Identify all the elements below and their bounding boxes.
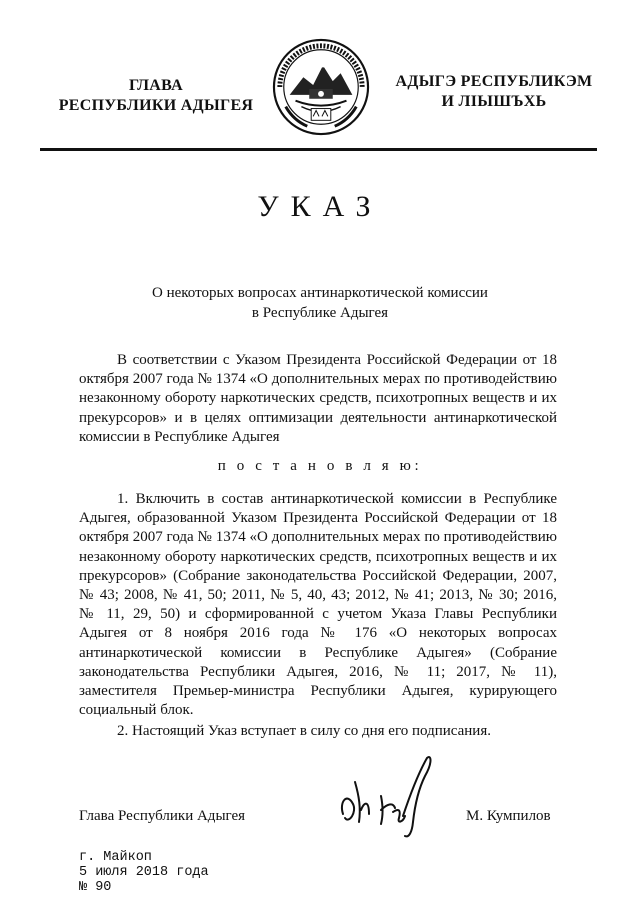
text-line: Адыгея от 8 ноября 2016 года № 176 «О некоторых вопросах [79,625,557,642]
item-2-paragraph [79,722,557,741]
text-line: № 43; 2008, № 41, 50; 2011, № 5, 40, 43; 2012, № 41; 2013, № 30; 2016, [79,587,557,604]
header-right [380,72,608,112]
document-number: № 90 [79,880,112,895]
item-1-paragraph [79,490,557,720]
document-subject [60,283,580,323]
header-left-line2: РЕСПУБЛИКИ АДЫГЕЯ [58,97,254,114]
preamble-paragraph [79,351,557,447]
header-left-line1: ГЛАВА [129,77,183,94]
place: г. Майкоп [79,850,152,865]
text-line: законодательства Республики Адыгея, 2016, № 11; 2017, № 11), [79,663,557,680]
header-left [40,76,272,116]
text-line: октября 2007 года № 1374 «О дополнительных мерах по противодействию [79,371,557,388]
header-divider [40,148,597,151]
header-right-line1: АДЫГЭ РЕСПУБЛИКЭМ [395,73,593,90]
handwritten-signature-icon [335,752,445,842]
subject-line: О некоторых вопросах антинаркотической комиссии [152,285,488,301]
text-line: заместителя Премьер-министра Республики Адыгея, курирующего [79,683,557,700]
text-line: 2. Настоящий Указ вступает в силу со дня его подписания. [117,723,491,739]
signatory-name: М. Кумпилов [466,808,551,824]
text-line: незаконному обороту наркотических средств, психотропных веществ и их [79,390,557,407]
text-line: комиссии в Республике Адыгея [79,428,280,445]
text-line: № 11, 29, 50) и сформированной с учетом Указа Главы Республики [79,606,557,623]
text-line: социальный блок. [79,702,194,719]
text-line: Адыгея, образованной Указом Президента Российской Федерации от 18 [79,510,557,527]
text-line: прекурсоров» (Собрание законодательства Российской Федерации, 2007, [79,567,557,584]
signatory-title: Глава Республики Адыгея [79,808,246,824]
document-footer [79,850,209,895]
date: 5 июля 2018 года [79,865,209,880]
text-line: В соответствии с Указом Президента Российской Федерации от 18 [117,352,557,368]
subject-line: в Республике Адыгея [251,305,389,321]
text-line: антинаркотической комиссии в Республике Адыгея» (Собрание [79,644,557,661]
header-right-line2: И ЛІЫШЪХЬ [441,93,547,110]
text-line: октября 2007 года № 1374 «О дополнительных мерах по противодействию [79,529,557,546]
text-line: прекурсоров» и в целях оптимизации деятельности антинаркотической [79,409,557,426]
text-line: незаконному обороту наркотических средств, психотропных веществ и их [79,548,557,565]
text-line: 1. Включить в состав антинаркотической комиссии в Республике [117,491,557,507]
decree-word: п о с т а н о в л я ю: [217,458,423,474]
coat-of-arms-icon [272,38,370,136]
document-type-title: УКАЗ [257,190,383,223]
